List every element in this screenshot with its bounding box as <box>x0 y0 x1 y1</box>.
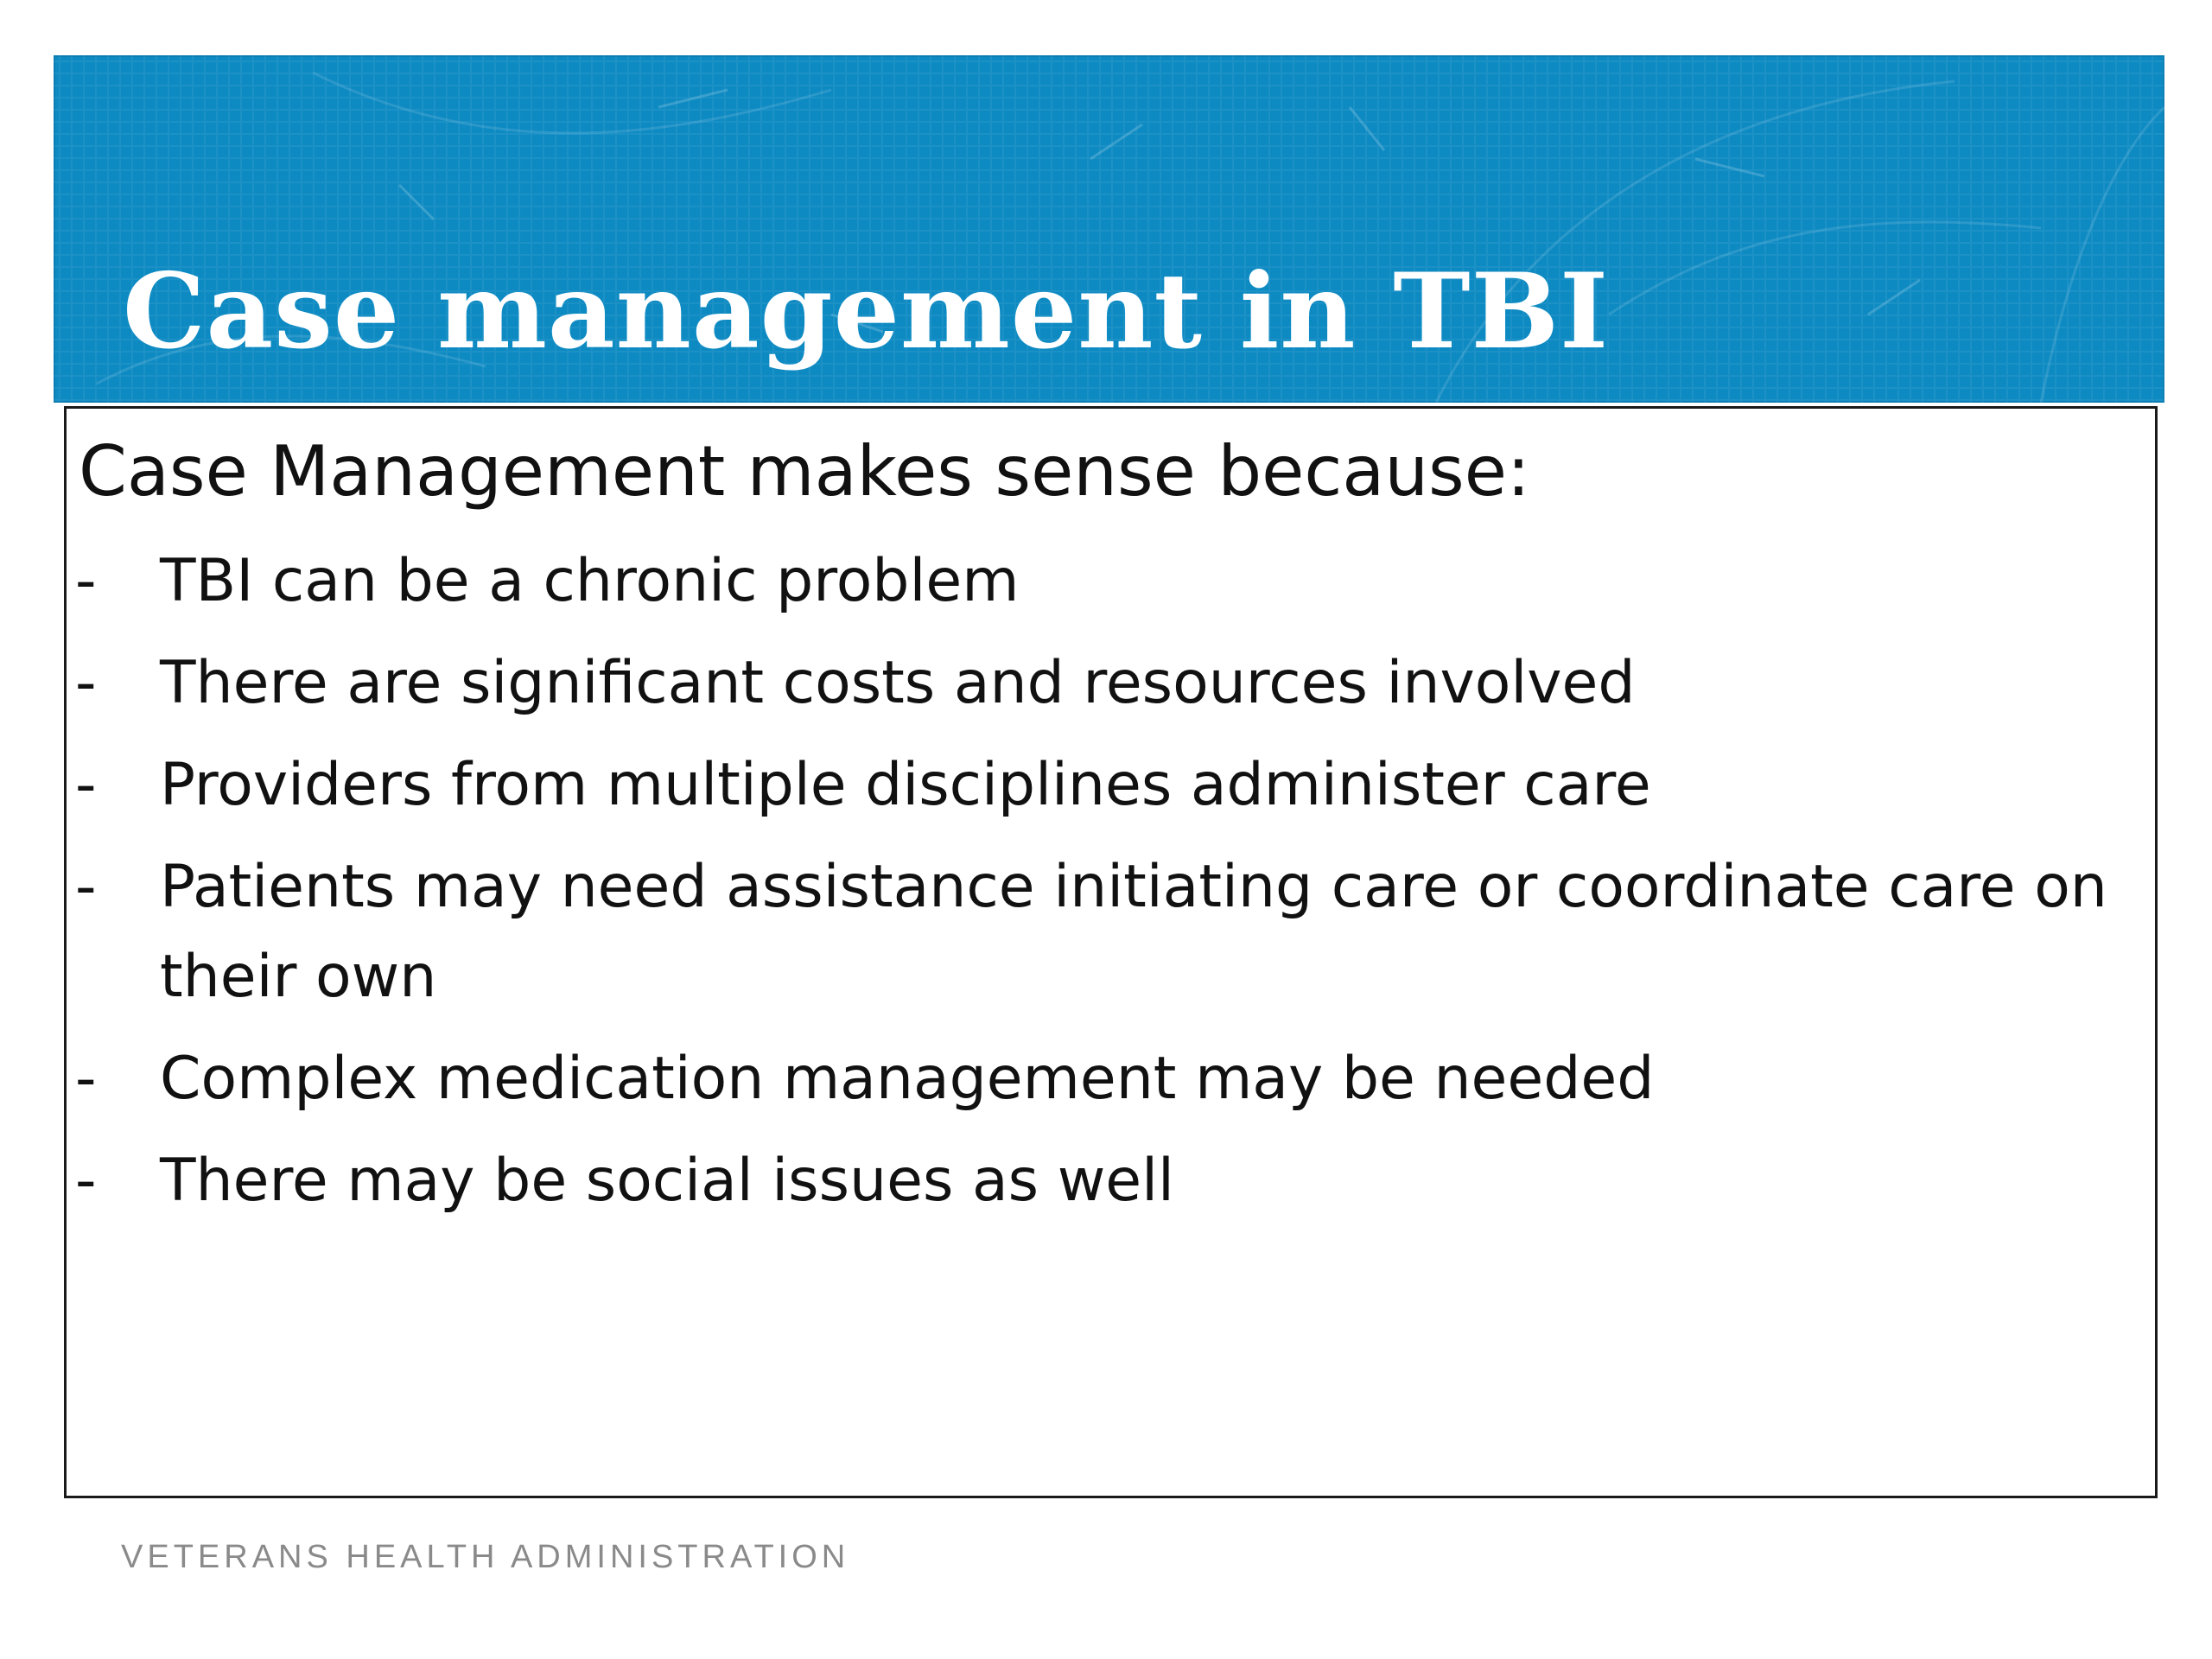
bullet-dash: - <box>75 547 97 615</box>
slide-title: Case management in TBI <box>123 251 1610 372</box>
footer-text: VETERANS HEALTH ADMINISTRATION <box>121 1539 850 1575</box>
content-box <box>64 406 2158 1498</box>
bullet-list <box>67 537 2140 1238</box>
bullet-text: There are significant costs and resources involved <box>160 649 1636 717</box>
list-item <box>67 1034 2140 1124</box>
list-item <box>67 1136 2140 1226</box>
bullet-dash: - <box>75 1147 97 1215</box>
list-item <box>67 639 2140 728</box>
bullet-dash: - <box>75 1045 97 1113</box>
list-item <box>67 842 2140 1022</box>
bullet-text: There may be social issues as well <box>160 1147 1174 1215</box>
list-item <box>67 537 2140 626</box>
bullet-text: Providers from multiple disciplines administer care <box>160 751 1651 819</box>
list-item <box>67 741 2140 830</box>
bullet-text: Complex medication management may be needed <box>160 1045 1655 1113</box>
bullet-dash: - <box>75 853 97 921</box>
bullet-dash: - <box>75 649 97 717</box>
bullet-text: TBI can be a chronic problem <box>160 547 1020 615</box>
intro-text: Case Management makes sense because: <box>79 431 1530 512</box>
bullet-dash: - <box>75 751 97 819</box>
bullet-text: Patients may need assistance initiating care or coordinate care on their own <box>160 853 2107 1011</box>
title-banner <box>54 55 2164 403</box>
